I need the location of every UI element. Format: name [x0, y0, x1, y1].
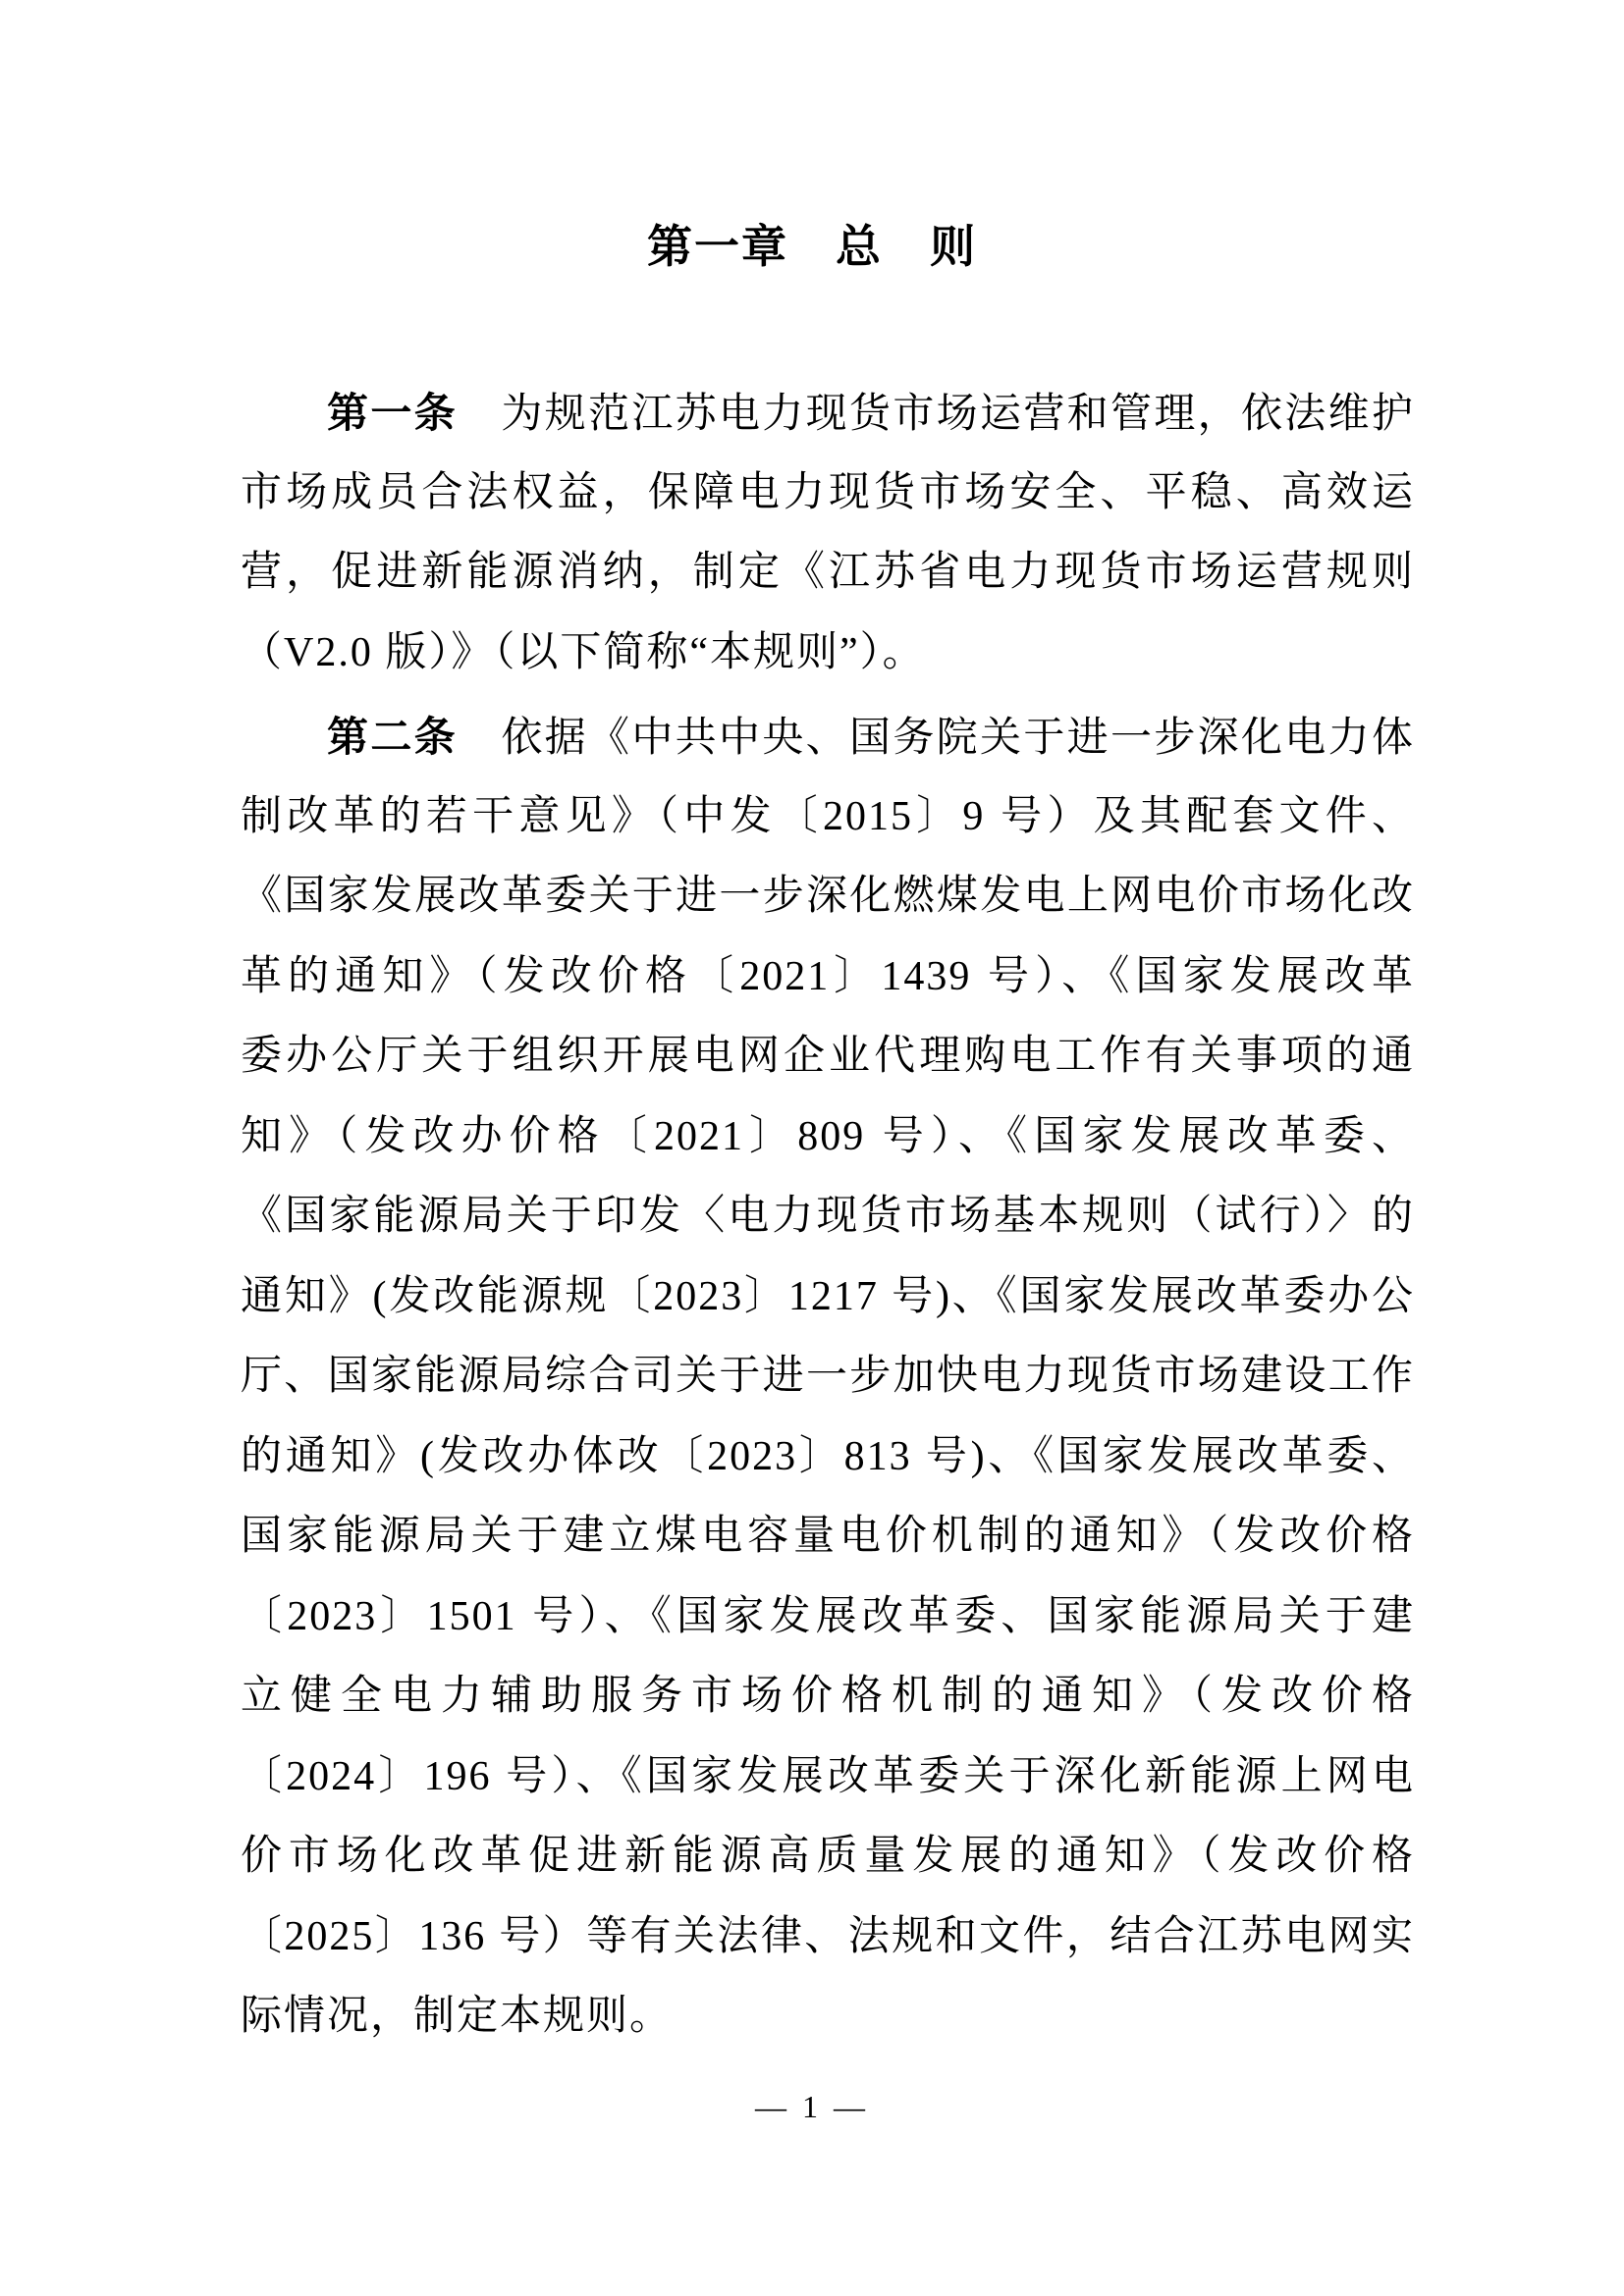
- text-line: 市场成员合法权益，保障电力现货市场安全、平稳、高效运: [241, 469, 1415, 515]
- document-body: [241, 373, 1415, 2057]
- text-line: 通知》(发改能源规〔2023〕1217 号)、《国家发展改革委办公: [241, 1273, 1415, 1319]
- paragraph: [241, 697, 1415, 2057]
- text-line: 〔2025〕136 号）等有关法律、法规和文件，结合江苏电网实: [241, 1913, 1415, 1959]
- text-line: 委办公厅关于组织开展电网企业代理购电工作有关事项的通: [241, 1034, 1415, 1079]
- text-line: 国家能源局关于建立煤电容量电价机制的通知》（发改价格: [241, 1514, 1415, 1559]
- text-line: 立健全电力辅助服务市场价格机制的通知》（发改价格: [241, 1674, 1415, 1719]
- text-line: 第二条 依据《中共中央、国务院关于进一步深化电力体: [327, 714, 1415, 761]
- text-line: 《国家能源局关于印发〈电力现货市场基本规则（试行）〉的: [241, 1194, 1415, 1239]
- article-heading: 第一条: [327, 390, 458, 436]
- text-line: 价市场化改革促进新能源高质量发展的通知》（发改价格: [241, 1834, 1415, 1879]
- text-line: 革的通知》（发改价格〔2021〕1439 号）、《国家发展改革: [241, 953, 1415, 999]
- text-line: 知》（发改办价格〔2021〕809 号）、《国家发展改革委、: [241, 1113, 1415, 1159]
- chapter-title: 第一章 总 则: [647, 221, 977, 272]
- text-line: 际情况，制定本规则。: [241, 1994, 674, 2039]
- text-line: 〔2024〕196 号）、《国家发展改革委关于深化新能源上网电: [241, 1753, 1415, 1799]
- paragraph: [241, 373, 1415, 693]
- text-line: 的通知》(发改办体改〔2023〕813 号)、《国家发展改革委、: [241, 1433, 1415, 1479]
- text-line: 制改革的若干意见》（中发〔2015〕9 号）及其配套文件、: [241, 793, 1415, 839]
- page-number: — 1 —: [755, 2088, 869, 2124]
- text-line: 〔2023〕1501 号）、《国家发展改革委、国家能源局关于建: [241, 1593, 1415, 1639]
- text-line: （V2.0 版）》（以下简称“本规则”）。: [241, 629, 926, 675]
- article-heading: 第二条: [327, 714, 458, 760]
- text-line: 厅、国家能源局综合司关于进一步加快电力现货市场建设工作: [241, 1354, 1415, 1399]
- text-line: 第一条 为规范江苏电力现货市场运营和管理，依法维护: [327, 390, 1415, 437]
- text-line: 《国家发展改革委关于进一步深化燃煤发电上网电价市场化改: [241, 874, 1415, 919]
- text-line: 营，促进新能源消纳，制定《江苏省电力现货市场运营规则: [241, 550, 1415, 595]
